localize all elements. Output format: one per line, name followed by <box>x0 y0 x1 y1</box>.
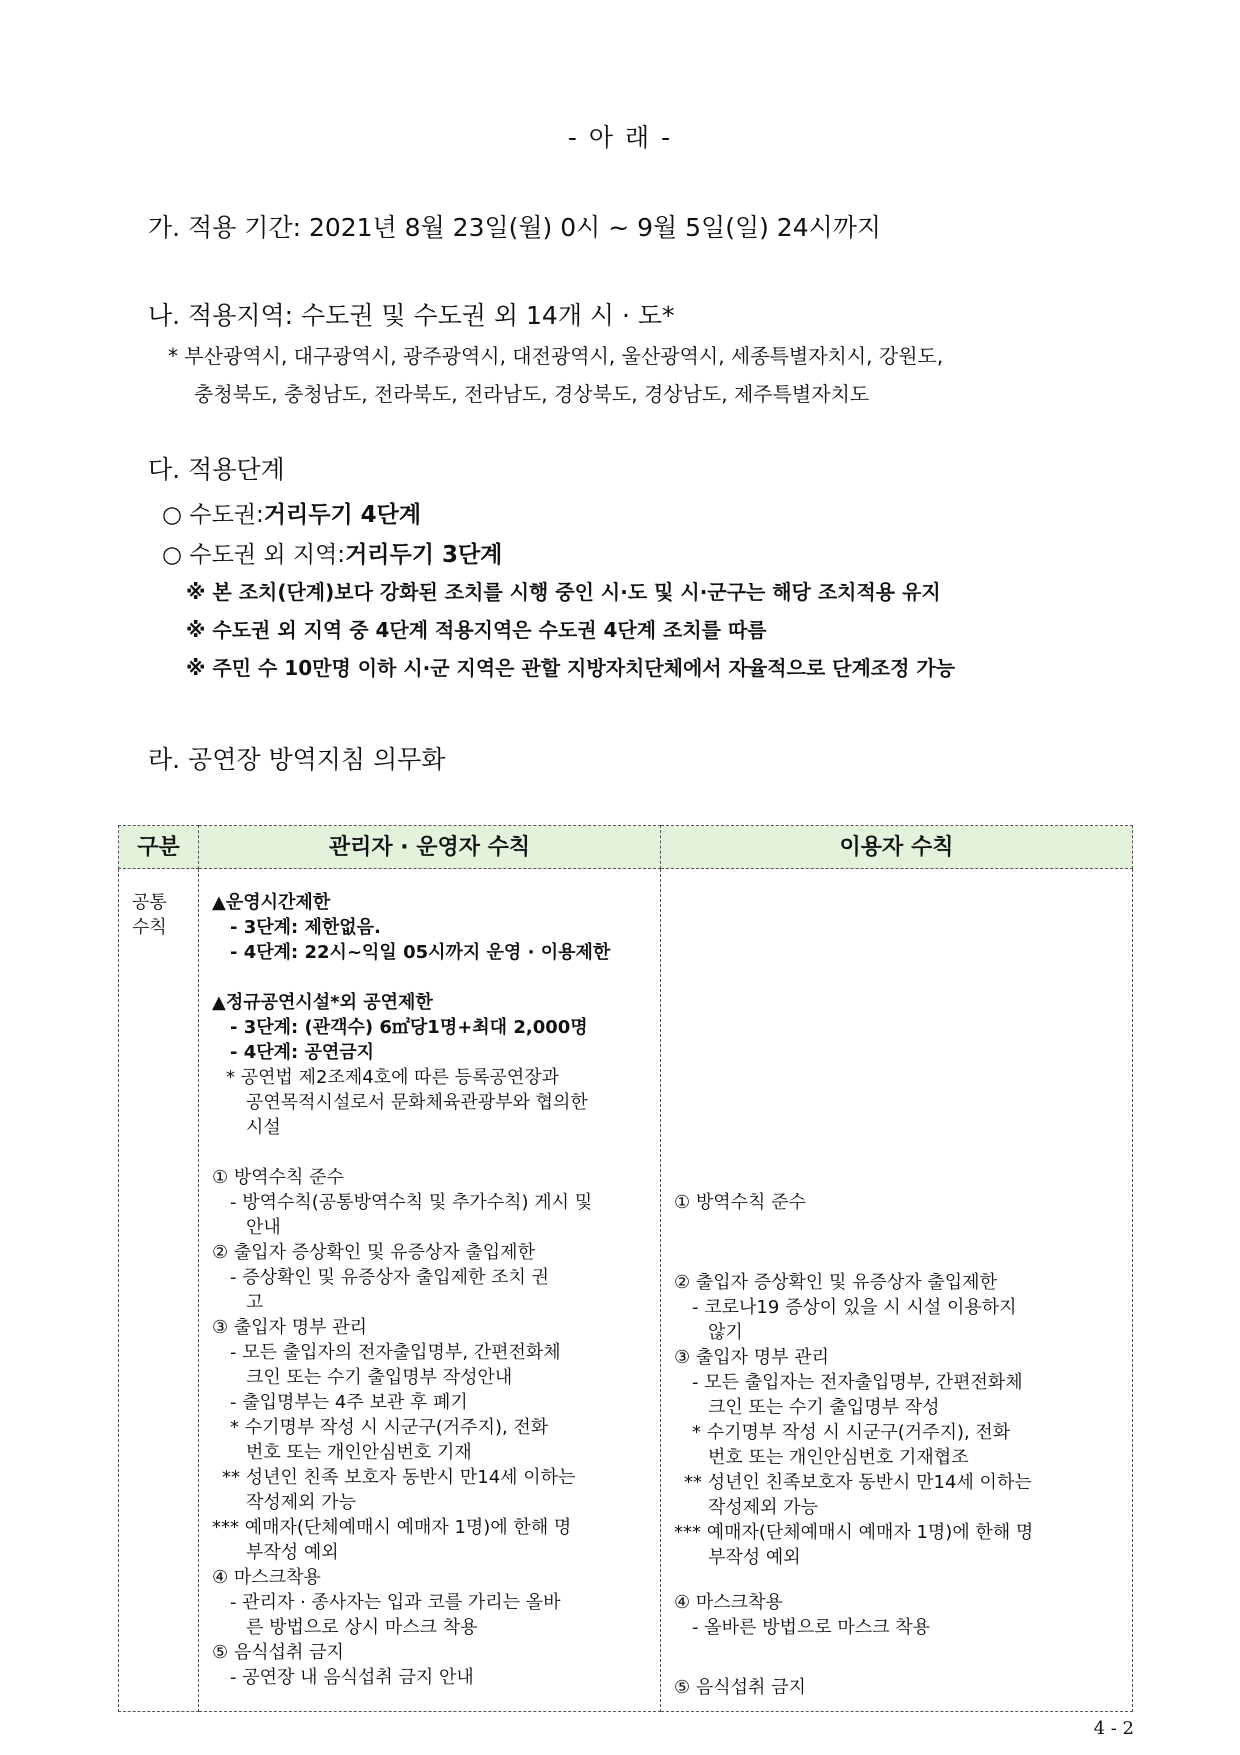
rule-line: 번호 또는 개인안심번호 기재 <box>246 1442 472 1463</box>
rule-line: 번호 또는 개인안심번호 기재협조 <box>708 1447 969 1468</box>
rule-line: 시설 <box>246 1117 281 1138</box>
rule-line: - 모든 출입자는 전자출입명부, 간편전화체 <box>692 1372 1023 1393</box>
category-label-line1: 공통 <box>132 892 167 913</box>
rule-line: *** 예매자(단체예매시 예매자 1명)에 한해 명 <box>674 1522 1034 1543</box>
period-heading: 가. 적용 기간: 2021년 8월 23일(월) 0시 ~ 9월 5일(일) 24시까지 <box>148 213 882 242</box>
stage-item-noncapital-label: ○ 수도권 외 지역: <box>162 542 346 568</box>
rule-line: ① 방역수칙 준수 <box>674 1192 806 1213</box>
quarantine-rules-table <box>118 825 1133 1712</box>
manager-rules-cell <box>199 869 661 1712</box>
rule-line: ** 성년인 친족 보호자 동반시 만14세 이하는 <box>222 1467 576 1488</box>
category-cell <box>119 869 199 1712</box>
rule-line: 부작성 예외 <box>708 1547 801 1568</box>
stage-item-noncapital <box>162 536 502 569</box>
header-user-rules: 이용자 수칙 <box>661 826 1133 869</box>
rule-line: ⑤ 음식섭취 금지 <box>212 1642 344 1663</box>
rule-line: 크인 또는 수기 출입명부 작성 <box>708 1397 940 1418</box>
rule-line: * 수기명부 작성 시 시군구(거주지), 전화 <box>692 1422 1011 1443</box>
stage-heading: 다. 적용단계 <box>148 455 285 484</box>
rule-line: ② 출입자 증상확인 및 유증상자 출입제한 <box>674 1272 997 1293</box>
table-header-row <box>119 826 1133 869</box>
header-category: 구분 <box>119 826 199 869</box>
rule-line: 작성제외 가능 <box>246 1492 357 1513</box>
stage-note-1: ※ 본 조치(단계)보다 강화된 조치를 시행 중인 시·도 및 시·군구는 해당 조치적용 유지 <box>186 580 941 604</box>
stage-item-capital <box>162 496 421 529</box>
rule-line: ③ 출입자 명부 관리 <box>212 1317 368 1338</box>
header-manager-rules: 관리자 · 운영자 수칙 <box>199 826 661 869</box>
region-note-line2: 충청북도, 충청남도, 전라북도, 전라남도, 경상북도, 경상남도, 제주특별자치도 <box>194 382 870 406</box>
rule-line: 고 <box>246 1292 264 1313</box>
rule-line: 안내 <box>246 1217 281 1238</box>
table-row <box>119 869 1133 1712</box>
user-rules-cell <box>661 869 1133 1712</box>
stage-item-noncapital-value: 거리두기 3단계 <box>345 542 503 568</box>
rule-line: - 4단계: 22시~익일 05시까지 운영 · 이용제한 <box>230 942 611 963</box>
rule-line: 않기 <box>708 1322 743 1343</box>
rule-line: * 공연법 제2조제4호에 따른 등록공연장과 <box>226 1067 559 1088</box>
region-heading: 나. 적용지역: 수도권 및 수도권 외 14개 시 · 도* <box>148 301 675 330</box>
rule-line: - 코로나19 증상이 있을 시 시설 이용하지 <box>692 1297 1017 1318</box>
rule-line: ** 성년인 친족보호자 동반시 만14세 이하는 <box>684 1472 1032 1493</box>
rule-line: - 증상확인 및 유증상자 출입제한 조치 권 <box>230 1267 550 1288</box>
rule-line: - 올바른 방법으로 마스크 착용 <box>692 1617 931 1638</box>
rule-line: - 출입명부는 4주 보관 후 폐기 <box>230 1392 468 1413</box>
page-number: 4 - 2 <box>1093 1718 1134 1739</box>
rule-line: - 관리자 · 종사자는 입과 코를 가리는 올바 <box>230 1592 561 1613</box>
stage-note-3: ※ 주민 수 10만명 이하 시·군 지역은 관할 지방자치단체에서 자율적으로 단계조정 가능 <box>186 656 956 680</box>
region-note-line1: * 부산광역시, 대구광역시, 광주광역시, 대전광역시, 울산광역시, 세종특별자치시, 강원도, <box>168 344 944 368</box>
rule-line: 크인 또는 수기 출입명부 작성안내 <box>246 1367 513 1388</box>
rule-line: - 공연장 내 음식섭취 금지 안내 <box>230 1667 474 1688</box>
venue-heading: 라. 공연장 방역지침 의무화 <box>148 745 446 774</box>
rule-line: ④ 마스크착용 <box>674 1592 783 1613</box>
rule-line: 공연목적시설로서 문화체육관광부와 협의한 <box>246 1092 588 1113</box>
rule-line: ⑤ 음식섭취 금지 <box>674 1677 806 1698</box>
rule-line: ② 출입자 증상확인 및 유증상자 출입제한 <box>212 1242 535 1263</box>
rule-line: - 4단계: 공연금지 <box>230 1042 375 1063</box>
stage-item-capital-label: ○ 수도권: <box>162 502 264 528</box>
stage-note-2: ※ 수도권 외 지역 중 4단계 적용지역은 수도권 4단계 조치를 따름 <box>186 618 767 642</box>
rule-line: - 3단계: (관객수) 6㎡당1명+최대 2,000명 <box>230 1017 588 1038</box>
rule-line: - 모든 출입자의 전자출입명부, 간편전화체 <box>230 1342 561 1363</box>
rule-line: 부작성 예외 <box>246 1542 339 1563</box>
rule-line: ① 방역수칙 준수 <box>212 1167 344 1188</box>
rule-line: ③ 출입자 명부 관리 <box>674 1347 830 1368</box>
rule-line: *** 예매자(단체예매시 예매자 1명)에 한해 명 <box>212 1517 572 1538</box>
rule-line: * 수기명부 작성 시 시군구(거주지), 전화 <box>230 1417 549 1438</box>
rule-line: 른 방법으로 상시 마스크 착용 <box>246 1617 478 1638</box>
section-heading: - 아 래 - <box>567 123 673 152</box>
rule-line: 작성제외 가능 <box>708 1497 819 1518</box>
rule-line: - 방역수칙(공통방역수칙 및 추가수칙) 게시 및 <box>230 1192 593 1213</box>
category-label-line2: 수칙 <box>132 917 167 938</box>
rule-line: - 3단계: 제한없음. <box>230 917 381 938</box>
stage-item-capital-value: 거리두기 4단계 <box>263 502 422 528</box>
rule-line: ④ 마스크착용 <box>212 1567 321 1588</box>
rule-operating-hours: ▲운영시간제한 <box>212 892 331 913</box>
rule-performance-limit: ▲정규공연시설*외 공연제한 <box>212 992 433 1013</box>
